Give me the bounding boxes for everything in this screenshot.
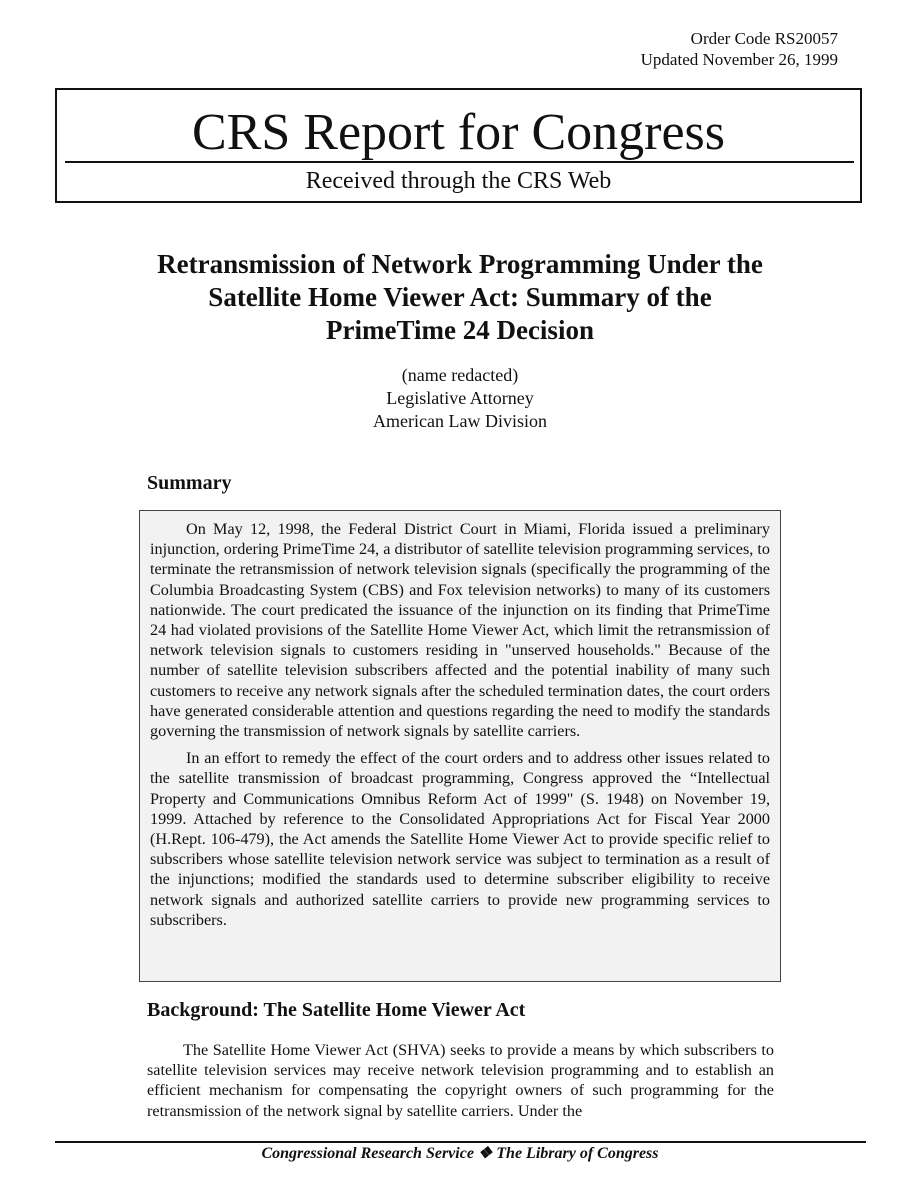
order-info xyxy=(641,28,838,70)
summary-heading: Summary xyxy=(147,472,232,494)
background-heading: Background: The Satellite Home Viewer Act xyxy=(147,999,526,1021)
author-block xyxy=(0,364,920,433)
banner-title: CRS Report for Congress xyxy=(192,104,725,161)
author-division: American Law Division xyxy=(373,411,547,431)
banner-subtitle: Received through the CRS Web xyxy=(305,168,612,194)
footer-divider xyxy=(55,1141,866,1143)
author-name: (name redacted) xyxy=(401,365,519,385)
summary-box xyxy=(139,510,781,982)
banner-divider xyxy=(65,161,854,163)
author-position: Legislative Attorney xyxy=(386,388,534,408)
order-code: Order Code RS20057 xyxy=(690,29,838,48)
report-banner xyxy=(55,88,862,203)
background-paragraph: The Satellite Home Viewer Act (SHVA) seeks to provide a means by which subscribers to satellite television services may receive network television programming and to establish an efficient mechanism for compensating the copyright owners of such programming for the retransmission of the network signal by satellite carriers. Under the xyxy=(147,1041,774,1120)
summary-paragraph-1: On May 12, 1998, the Federal District Court in Miami, Florida issued a preliminary injunction, ordering PrimeTime 24, a distributor of satellite television programming services, to terminate the retransmission of network television signals (specifically the programming of the Columbia Broadcasting System (CBS) and Fox television networks) to many of its customers nationwide. The court predicated the issuance of the injunction on its finding that PrimeTime 24 had violated provisions of the Satellite Home Viewer Act, which limit the retransmission of network television signals to customers residing in "unserved households." Because of the number of satellite television subscribers affected and the potential inability of many such customers to receive any network signals after the scheduled termination dates, the court orders have generated considerable attention and questions regarding the need to modify the standards governing the transmission of network signals by satellite carriers. xyxy=(150,520,770,741)
summary-paragraph-2: In an effort to remedy the effect of the court orders and to address other issues related to the satellite transmission of broadcast programming, Congress approved the “Intellectual Property and Communications Omnibus Reform Act of 1999" (S. 1948) on November 19, 1999. Attached by reference to the Consolidated Appropriations Act for Fiscal Year 2000 (H.Rept. 106-479), the Act amends the Satellite Home Viewer Act to provide specific relief to subscribers whose satellite television network service was subject to termination as a result of the injunctions; modified the standards used to determine subscriber eligibility to receive network signals and authorized satellite carriers to provide new programming services to subscribers. xyxy=(150,749,770,929)
footer-text: Congressional Research Service ❖ The Library of Congress xyxy=(261,1145,659,1162)
report-title: Retransmission of Network Programming Under the Satellite Home Viewer Act: Summary of the PrimeTime 24 Decision xyxy=(157,249,763,345)
updated-date: Updated November 26, 1999 xyxy=(640,50,838,69)
